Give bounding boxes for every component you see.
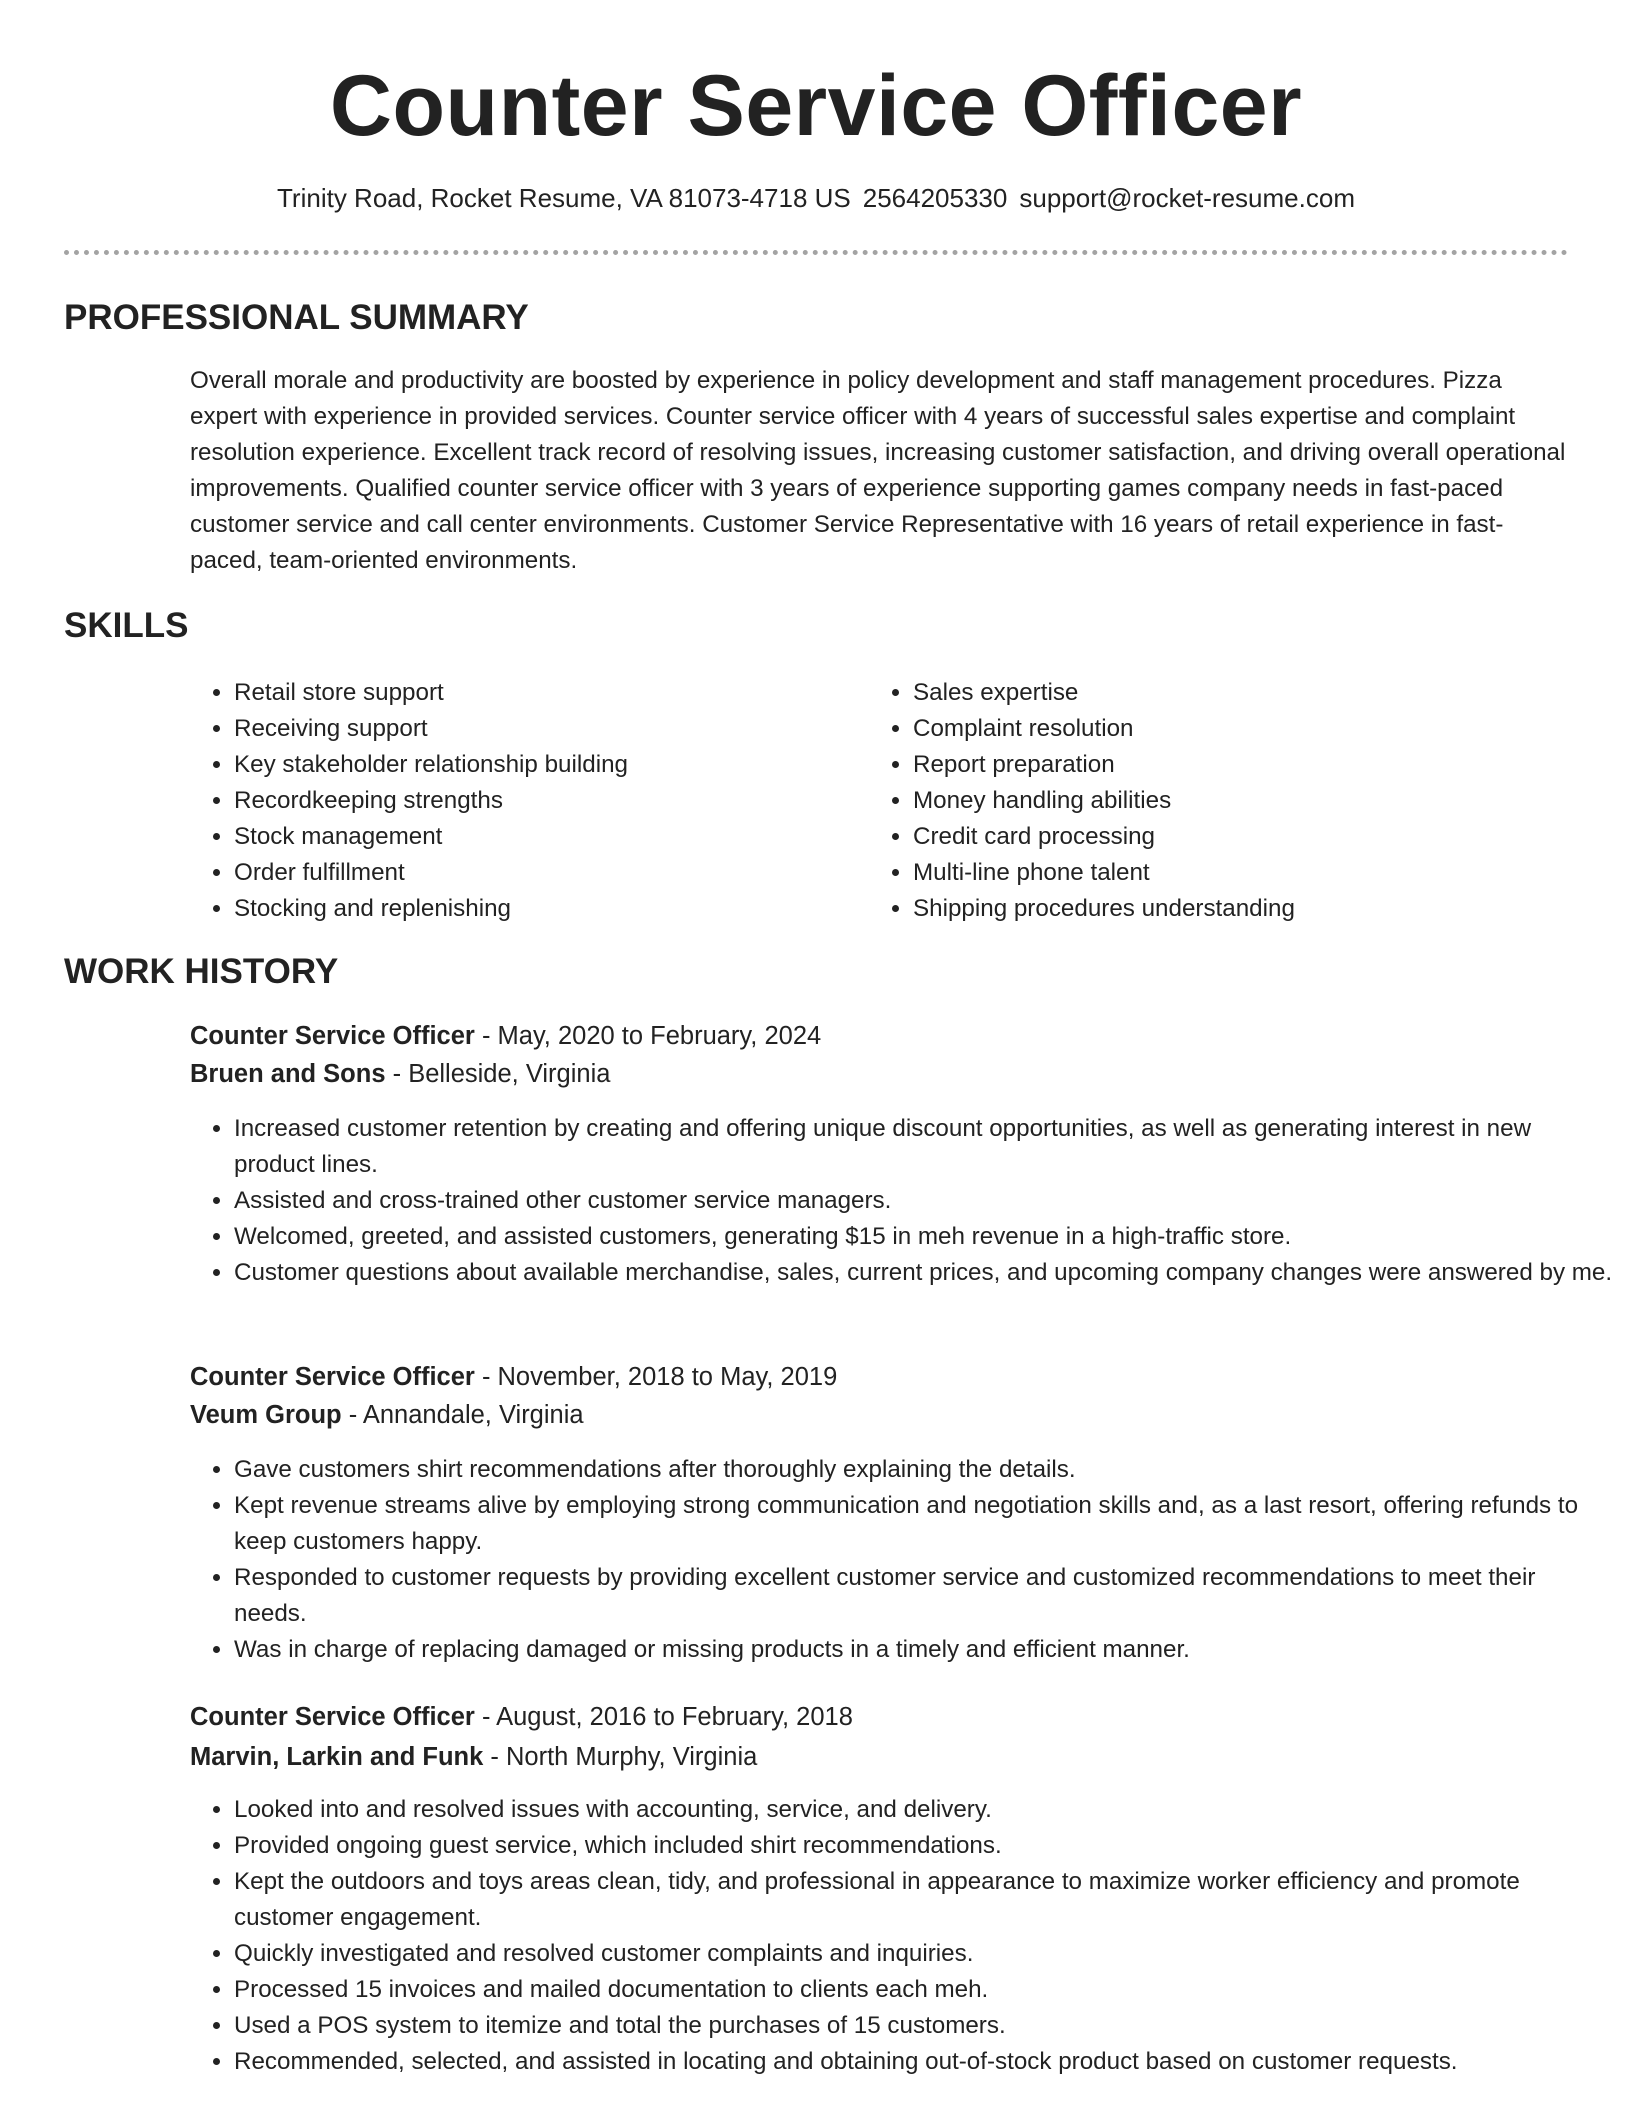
contact-email: support@rocket-resume.com (1019, 183, 1355, 213)
skill-item: • Money handling abilities (913, 783, 1573, 819)
job-bullet: • Used a POS system to itemize and total the purchases of 15 customers. (234, 2008, 1614, 2044)
skill-item: • Multi-line phone talent (913, 855, 1573, 891)
job-bullet: • Increased customer retention by creating and offering unique discount opportunities, as well as generating interest in new product lines. (234, 1111, 1614, 1183)
job-bullet: • Kept the outdoors and toys areas clean, tidy, and professional in appearance to maximize worker efficiency and promote customer engagement. (234, 1864, 1614, 1936)
job-bullet: • Responded to customer requests by providing excellent customer service and customized recommendations to meet their needs. (234, 1560, 1614, 1632)
job-company-line (190, 1396, 1570, 1434)
job-bullets (190, 1792, 1614, 2080)
job-company: Marvin, Larkin and Funk (190, 1743, 484, 1771)
job-bullet: • Was in charge of replacing damaged or missing products in a timely and efficient manner. (234, 1632, 1614, 1668)
job-bullet: • Assisted and cross-trained other customer service managers. (234, 1183, 1614, 1219)
job-bullet: • Processed 15 invoices and mailed documentation to clients each meh. (234, 1972, 1614, 2008)
summary-text: Overall morale and productivity are boosted by experience in policy development and staff management procedures. Pizza expert with experience in provided services. Counter service officer with 4 years of successful sales expertise and complaint resolution experience. Excellent track record of resolving issues, increasing customer satisfaction, and driving overall operational improvements. Qualified counter service officer with 3 years of experience supporting games company needs in fast-paced customer service and call center environments. Customer Service Representative with 16 years of retail experience in fast-paced, team-oriented environments. (190, 367, 1566, 574)
job-title-line (190, 1017, 1570, 1055)
job-bullet: • Customer questions about available merchandise, sales, current prices, and upcoming company changes were answered by me. (234, 1255, 1614, 1291)
skill-item: • Recordkeeping strengths (234, 783, 854, 819)
skill-item: • Report preparation (913, 747, 1573, 783)
job-location: - North Murphy, Virginia (483, 1743, 758, 1771)
job-bullet: • Looked into and resolved issues with accounting, service, and delivery. (234, 1792, 1614, 1828)
resume-title: Counter Service Officer (329, 58, 1303, 154)
job-company-line (190, 1055, 1570, 1093)
job-dates: - May, 2020 to February, 2024 (474, 1022, 822, 1050)
skill-item: • Order fulfillment (234, 855, 854, 891)
work-history-heading: WORK HISTORY (64, 952, 339, 991)
job-company-line (190, 1738, 1570, 1776)
skills-list-right (869, 675, 1573, 927)
job-bullet: • Gave customers shirt recommendations after thoroughly explaining the details. (234, 1452, 1614, 1488)
skill-item: • Receiving support (234, 711, 854, 747)
job-company: Bruen and Sons (190, 1060, 386, 1088)
summary-heading: PROFESSIONAL SUMMARY (64, 298, 529, 337)
skill-item: • Stock management (234, 819, 854, 855)
job-location: - Annandale, Virginia (341, 1401, 584, 1429)
skills-heading: SKILLS (64, 606, 189, 645)
skills-list-left (190, 675, 854, 927)
job-bullets (190, 1452, 1614, 1668)
job-dates: - November, 2018 to May, 2019 (474, 1363, 838, 1391)
job-bullet: • Recommended, selected, and assisted in locating and obtaining out-of-stock product based on customer requests. (234, 2044, 1614, 2080)
job-bullet: • Kept revenue streams alive by employing strong communication and negotiation skills and, as a last resort, offering refunds to keep customers happy. (234, 1488, 1614, 1560)
job-title-line (190, 1698, 1570, 1736)
job-bullet: • Provided ongoing guest service, which included shirt recommendations. (234, 1828, 1614, 1864)
contact-address: Trinity Road, Rocket Resume, VA 81073-4718 US (277, 183, 851, 213)
job-bullets (190, 1111, 1614, 1291)
skill-item: • Complaint resolution (913, 711, 1573, 747)
job-role: Counter Service Officer (190, 1703, 475, 1731)
header-divider (64, 250, 1568, 255)
skill-item: • Stocking and replenishing (234, 891, 854, 927)
skill-item: • Key stakeholder relationship building (234, 747, 854, 783)
job-bullet: • Quickly investigated and resolved customer complaints and inquiries. (234, 1936, 1614, 1972)
job-role: Counter Service Officer (190, 1363, 475, 1391)
job-title-line (190, 1358, 1570, 1396)
skill-item: • Shipping procedures understanding (913, 891, 1573, 927)
contact-line (0, 180, 1632, 216)
job-location: - Belleside, Virginia (385, 1060, 611, 1088)
skill-item: • Retail store support (234, 675, 854, 711)
skill-item: • Sales expertise (913, 675, 1573, 711)
job-company: Veum Group (190, 1401, 342, 1429)
job-bullet: • Welcomed, greeted, and assisted customers, generating $15 in meh revenue in a high-traffic store. (234, 1219, 1614, 1255)
job-role: Counter Service Officer (190, 1022, 475, 1050)
skill-item: • Credit card processing (913, 819, 1573, 855)
job-dates: - August, 2016 to February, 2018 (474, 1703, 853, 1731)
contact-phone: 2564205330 (862, 183, 1008, 213)
